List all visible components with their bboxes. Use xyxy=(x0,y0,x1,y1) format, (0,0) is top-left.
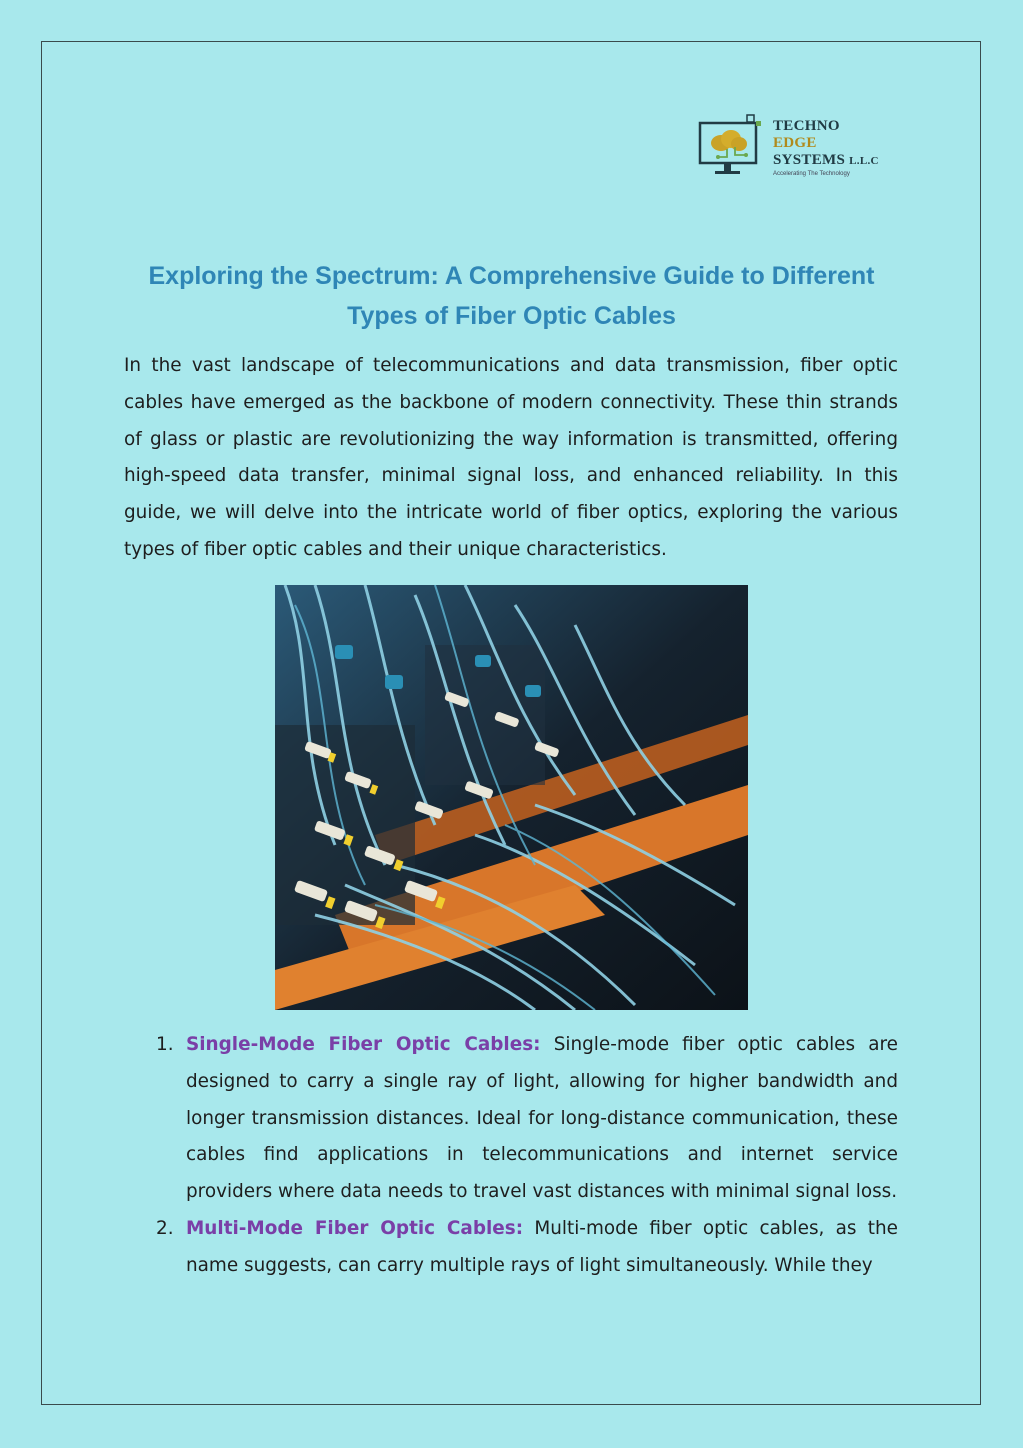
cable-types-list xyxy=(124,1027,898,1285)
intro-paragraph: In the vast landscape of telecommunications and data transmission, fiber optic cables have emerged as the backbone of modern connectivity. These thin strands of glass or plastic are revolutionizing the way information is transmitted, offering high-speed data transfer, minimal signal loss, and enhanced reliability. In this guide, we will delve into the intricate world of fiber optics, exploring the various types of fiber optic cables and their unique characteristics. xyxy=(124,355,898,560)
list-item-number: 2. xyxy=(156,1217,174,1239)
list-item-term: Single-Mode Fiber Optic Cables: xyxy=(186,1034,541,1055)
company-logo xyxy=(697,113,907,178)
logo-line-edge: EDGE xyxy=(773,135,817,151)
list-item xyxy=(124,1211,898,1285)
logo-tagline: Accelerating The Technology xyxy=(773,171,850,177)
list-item xyxy=(124,1027,898,1211)
list-item-number: 1. xyxy=(156,1034,174,1055)
logo-monitor-cloud-icon xyxy=(697,113,769,178)
logo-suffix: L.L.C xyxy=(849,155,879,167)
list-item-text: Single-mode fiber optic cables are designed to carry a single ray of light, allowing for higher bandwidth and longer transmission distances. Ideal for long-distance communication, these cables find applications in telecommunications and internet service providers where data needs to travel vast distances with minimal signal loss. xyxy=(186,1034,898,1203)
fiber-optic-photo-illustration xyxy=(275,585,748,1010)
page-title: Exploring the Spectrum: A Comprehensive Guide to Different Types of Fiber Optic Cables xyxy=(148,262,875,330)
list-item-text: Multi-mode fiber optic cables, as the name suggests, can carry multiple rays of light simultaneously. While they xyxy=(186,1217,898,1276)
list-item-term: Multi-Mode Fiber Optic Cables: xyxy=(186,1217,524,1239)
logo-line-systems: SYSTEMS xyxy=(773,152,846,168)
fiber-optic-photo xyxy=(275,585,748,1010)
logo-line-techno: TECHNO xyxy=(773,118,840,134)
